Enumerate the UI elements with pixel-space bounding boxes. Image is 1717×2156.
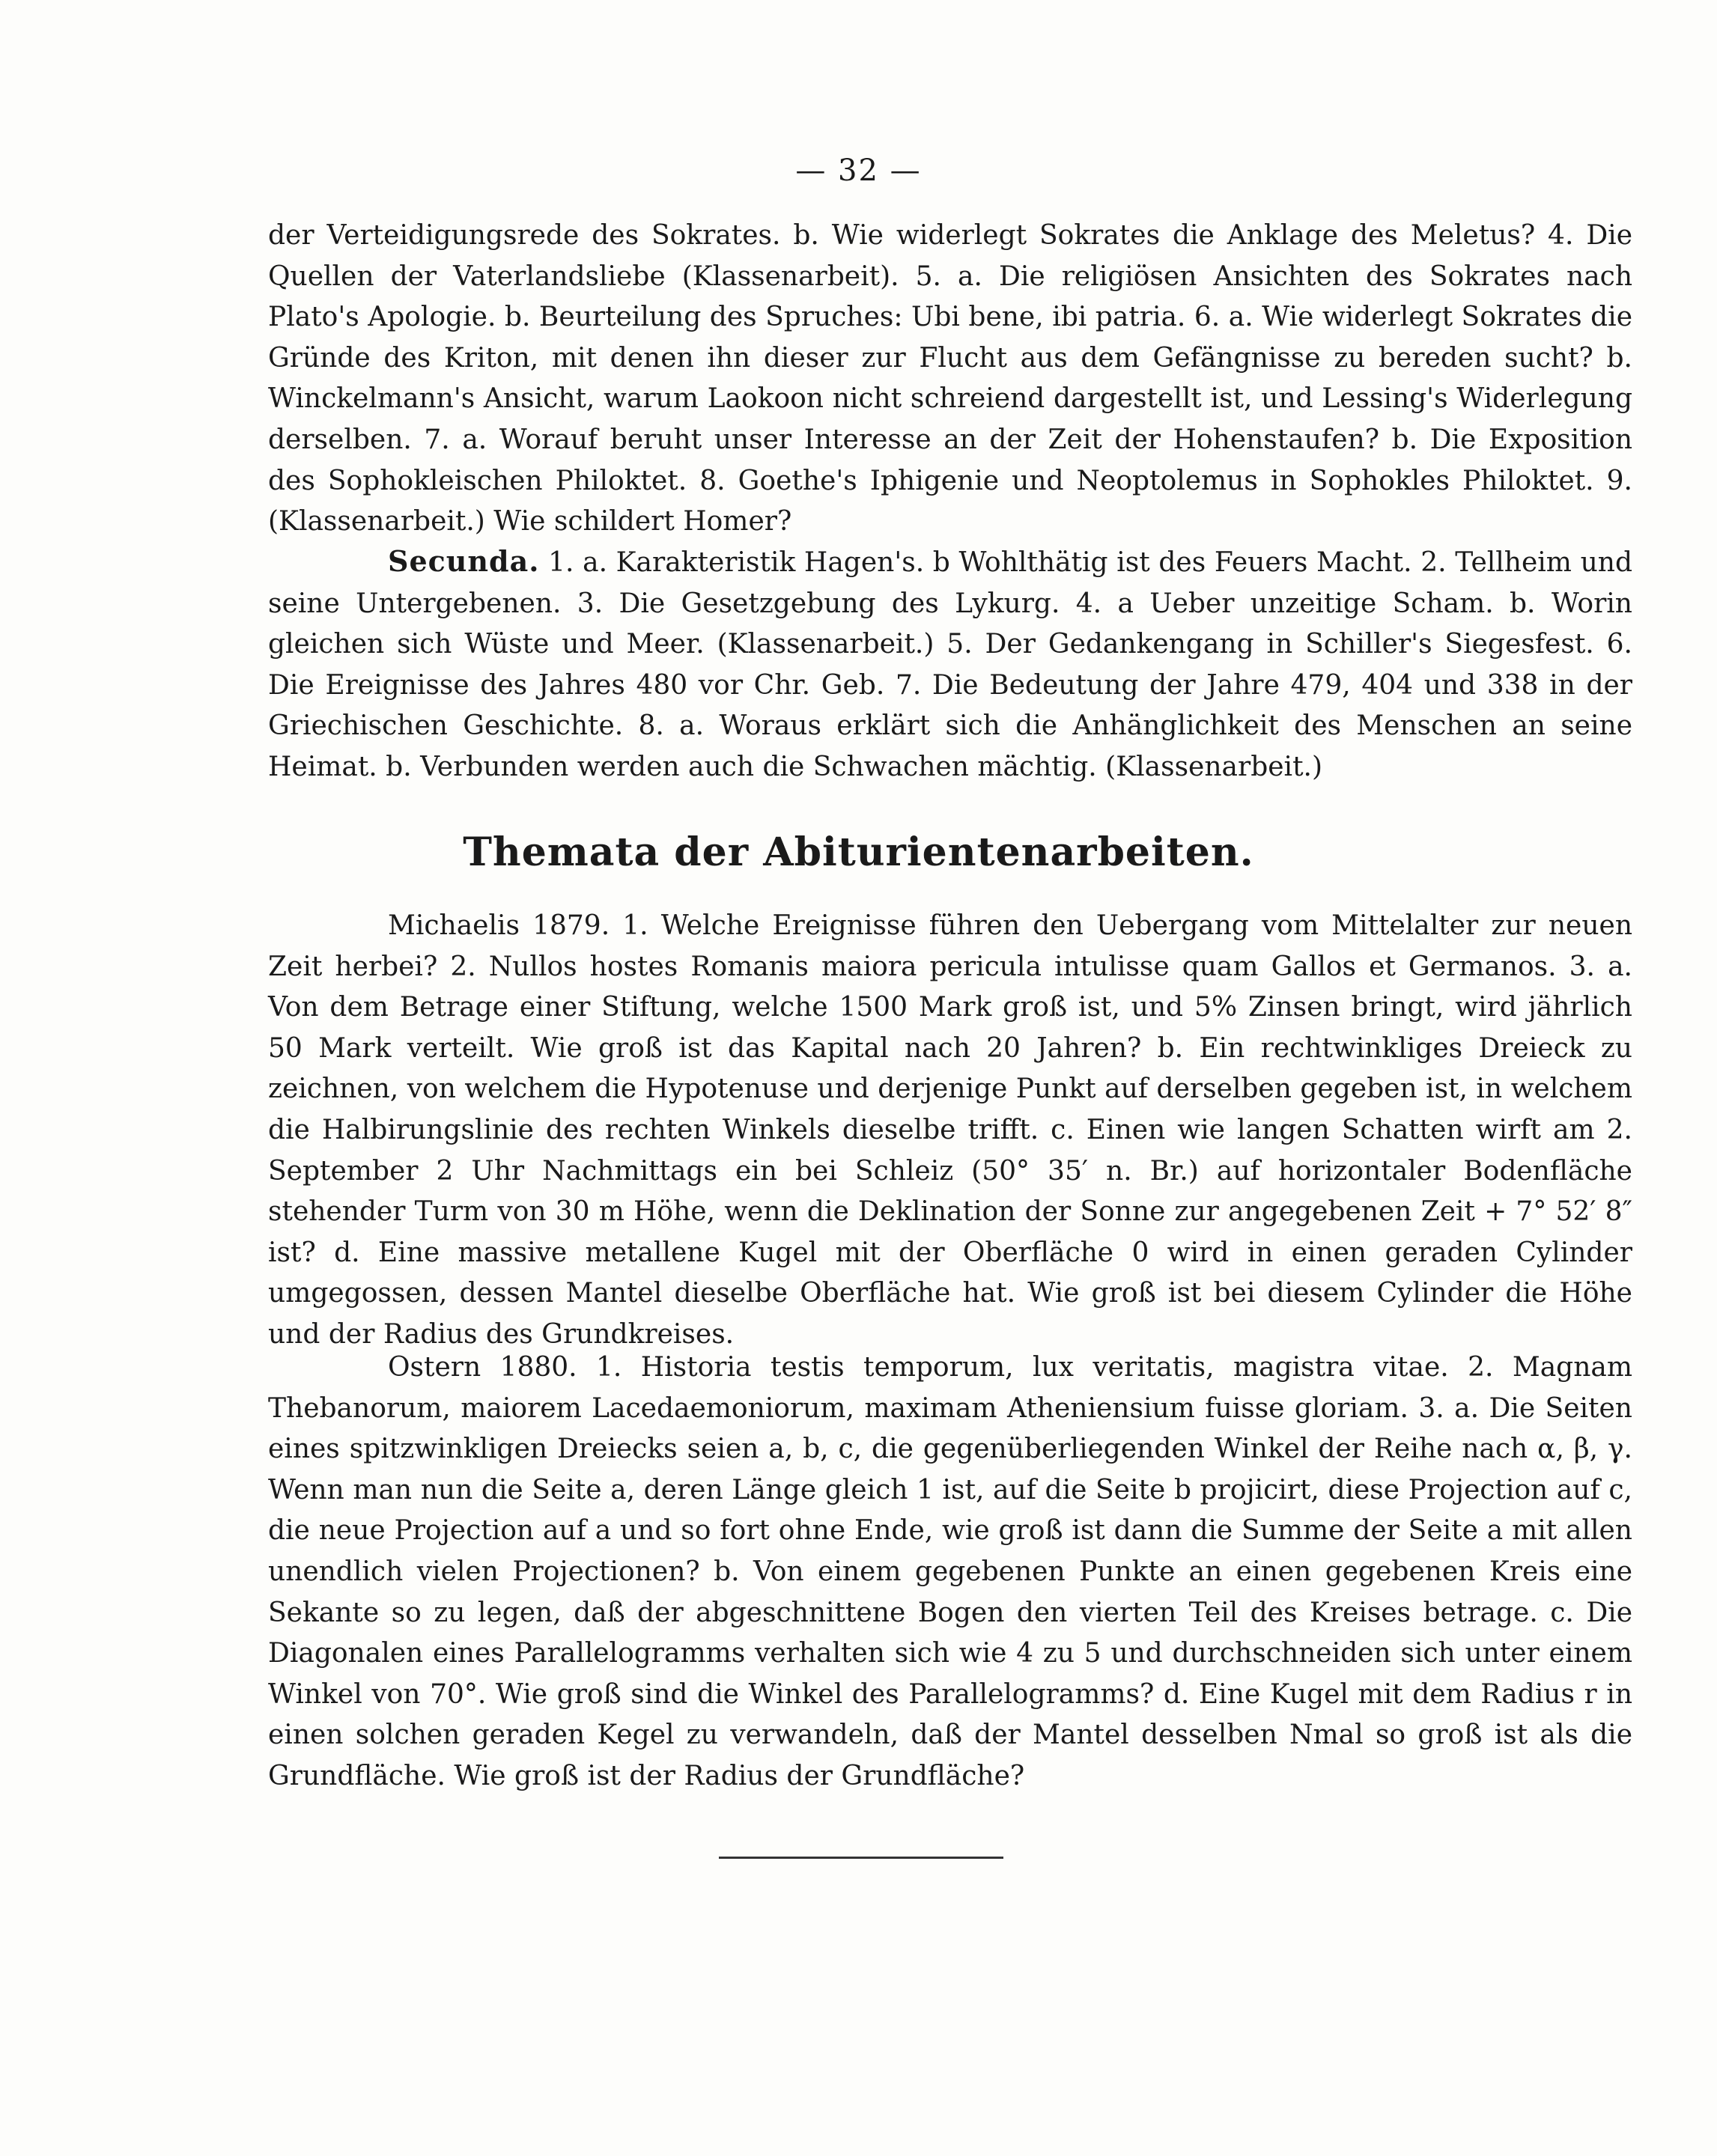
prima-paragraph: der Verteidigungsrede des Sokrates. b. Wie widerlegt Sokrates die Anklage des Meletus? 4. Die Quellen der Vaterlandsliebe (Klassenarbeit). 5. a. Die religiösen Ansichten des Sokrates nach Plato's Apologie. b. Beurteilung des Spruches: Ubi bene, ibi patria. 6. a. Wie widerlegt Sokrates die Gründe des Kriton, mit denen ihn dieser zur Flucht aus dem Gefängnisse zu bereden sucht? b. Winckelmann's Ansicht, warum Laokoon nicht schreiend dargestellt ist, und Lessing's Widerlegung derselben. 7. a. Worauf beruht unser Interesse an der Zeit der Hohenstaufen? b. Die Exposition des Sophokleischen Philoktet. 8. Goethe's Iphigenie und Neoptolemus in Sophokles Philoktet. 9. (Klassenarbeit.) Wie schildert Homer? bbox=[268, 220, 1632, 538]
secunda-paragraph bbox=[268, 541, 1632, 788]
ostern-1880-topics bbox=[268, 1348, 1632, 1797]
closing-rule bbox=[719, 1857, 1003, 1859]
secunda-label: Secunda. bbox=[388, 544, 540, 578]
michaelis-1879-topics bbox=[268, 906, 1632, 1356]
secunda-text: 1. a. Karakteristik Hagen's. b Wohlthätig ist des Feuers Macht. 2. Tellheim und seine Untergebenen. 3. Die Gesetzgebung des Lykurg. 4. a Ueber unzeitige Scham. b. Worin gleichen sich Wüste und Meer. (Klassenarbeit.) 5. Der Gedankengang in Schiller's Siegesfest. 6. Die Ereignisse des Jahres 480 vor Chr. Geb. 7. Die Bedeutung der Jahre 479, 404 und 338 in der Griechischen Geschichte. 8. a. Woraus erklärt sich die Anhänglichkeit des Menschen an seine Heimat. b. Verbunden werden auch die Schwachen mächtig. (Klassenarbeit.) bbox=[268, 547, 1632, 782]
secunda-topics bbox=[268, 541, 1632, 788]
michaelis-paragraph: Michaelis 1879. 1. Welche Ereignisse führen den Uebergang vom Mittelalter zur neuen Zeit herbei? 2. Nullos hostes Romanis maiora pericula intulisse quam Gallos et Germanos. 3. a. Von dem Betrage einer Stiftung, welche 1500 Mark groß ist, und 5% Zinsen bringt, wird jährlich 50 Mark verteilt. Wie groß ist das Kapital nach 20 Jahren? b. Ein rechtwinkliges Dreieck zu zeichnen, von welchem die Hypotenuse und derjenige Punkt auf derselben gegeben ist, in welchem die Halbirungslinie des rechten Winkels dieselbe trifft. c. Einen wie langen Schatten wirft am 2. September 2 Uhr Nachmittags ein bei Schleiz (50° 35′ n. Br.) auf horizontaler Bodenfläche stehender Turm von 30 m Höhe, wenn die Deklination der Sonne zur angegebenen Zeit + 7° 52′ 8″ ist? d. Eine massive metallene Kugel mit der Oberfläche 0 wird in einen geraden Cylinder umgegossen, dessen Mantel dieselbe Oberfläche hat. Wie groß ist bei diesem Cylinder die Höhe und der Radius des Grundkreises. bbox=[268, 910, 1632, 1350]
section-heading-abiturientenarbeiten: Themata der Abiturientenarbeiten. bbox=[463, 829, 1254, 875]
ostern-paragraph: Ostern 1880. 1. Historia testis temporum, lux veritatis, magistra vitae. 2. Magnam Thebanorum, maiorem Lacedaemoniorum, maximam Atheniensium fuisse gloriam. 3. a. Die Seiten eines spitzwinkligen Dreiecks seien a, b, c, die gegenüberliegenden Winkel der Reihe nach α, β, γ. Wenn man nun die Seite a, deren Länge gleich 1 ist, auf die Seite b projicirt, diese Projection auf c, die neue Projection auf a und so fort ohne Ende, wie groß ist dann die Summe der Seite a mit allen unendlich vielen Projectionen? b. Von einem gegebenen Punkte an einen gegebenen Kreis eine Sekante so zu legen, daß der abgeschnittene Bogen den vierten Teil des Kreises betrage. c. Die Diagonalen eines Parallelogramms verhalten sich wie 4 zu 5 und durchschneiden sich unter einem Winkel von 70°. Wie groß sind die Winkel des Parallelogramms? d. Eine Kugel mit dem Radius r in einen solchen geraden Kegel zu verwandeln, daß der Mantel desselben Nmal so groß ist als die Grundfläche. Wie groß ist der Radius der Grundfläche? bbox=[268, 1352, 1632, 1791]
page-number: — 32 — bbox=[795, 153, 922, 188]
prima-topics-continuation bbox=[268, 216, 1632, 543]
